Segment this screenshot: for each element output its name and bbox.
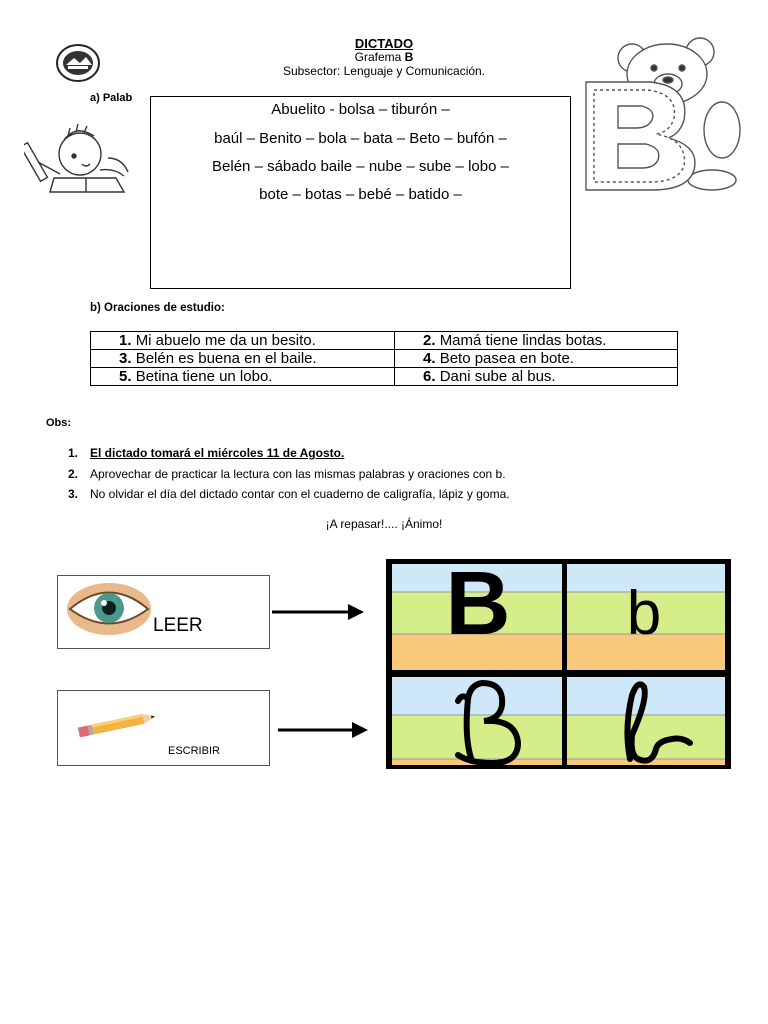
obs-item (68, 446, 344, 460)
word-line: baúl – Benito – bola – bata – Beto – bufón – (214, 130, 507, 147)
table-row (91, 350, 678, 368)
sentence-cell (91, 332, 395, 350)
obs-text: No olvidar el día del dictado contar con el cuaderno de caligrafía, lápiz y goma. (90, 487, 510, 501)
sentence-number: 5. (119, 368, 132, 385)
table-row (91, 332, 678, 350)
arrow-right-icon (272, 602, 366, 622)
print-uppercase-b: B (445, 559, 511, 654)
arrow-right-icon (278, 720, 370, 740)
sentence-cell (395, 332, 678, 350)
sentence-text: Mamá tiene lindas botas. (439, 332, 607, 349)
sentence-number: 1. (119, 332, 132, 349)
obs-number: 2. (68, 467, 79, 481)
sentences-table (90, 331, 678, 386)
obs-number: 1. (68, 446, 79, 460)
word-line: bote – botas – bebé – batido – (259, 186, 462, 203)
pencil-icon (76, 711, 162, 737)
section-b-label: b) Oraciones de estudio: (90, 302, 225, 314)
sentence-cell (91, 368, 395, 386)
read-label: LEER (153, 615, 203, 636)
school-logo (56, 44, 100, 82)
word-line: Abuelito - bolsa – tiburón – (271, 101, 450, 118)
letter-b-grid (386, 559, 731, 769)
sentence-text: Betina tiene un lobo. (135, 368, 273, 385)
section-a-label: a) Palab (90, 92, 133, 104)
sentence-text: Belén es buena en el baile. (135, 350, 317, 367)
sentence-text: Beto pasea en bote. (439, 350, 574, 367)
page-title: DICTADO (354, 36, 414, 51)
table-row (91, 368, 678, 386)
sentence-number: 2. (423, 332, 436, 349)
obs-item (68, 487, 510, 501)
eye-icon (66, 582, 152, 636)
obs-item (68, 467, 506, 481)
write-label: ESCRIBIR (168, 745, 220, 757)
sentence-text: Dani sube al bus. (439, 368, 556, 385)
read-activity-box (57, 575, 270, 649)
subsector: Subsector: Lenguaje y Comunicación. (282, 64, 486, 78)
sentence-cell (395, 350, 678, 368)
sentence-number: 4. (423, 350, 436, 367)
obs-text: El dictado tomará el miércoles 11 de Agosto. (90, 446, 345, 460)
teddy-bear-letter-b-illustration (572, 34, 748, 192)
word-list-box (150, 96, 571, 289)
obs-label: Obs: (46, 417, 72, 429)
word-line: Belén – sábado baile – nube – sube – lobo – (212, 158, 509, 175)
sentence-number: 6. (423, 368, 436, 385)
write-activity-box (57, 690, 270, 766)
grafema-label: Grafema (354, 50, 402, 64)
sentence-cell (395, 368, 678, 386)
print-lowercase-b: b (626, 579, 662, 648)
grafema-letter: B (404, 50, 414, 64)
encouragement-text: ¡A repasar!.... ¡Ánimo! (325, 517, 443, 531)
sentence-text: Mi abuelo me da un besito. (135, 332, 316, 349)
sentence-cell (91, 350, 395, 368)
obs-number: 3. (68, 487, 79, 501)
sentence-number: 3. (119, 350, 132, 367)
boy-writing-illustration (24, 118, 140, 204)
obs-text: Aprovechar de practicar la lectura con las mismas palabras y oraciones con b. (90, 467, 506, 481)
